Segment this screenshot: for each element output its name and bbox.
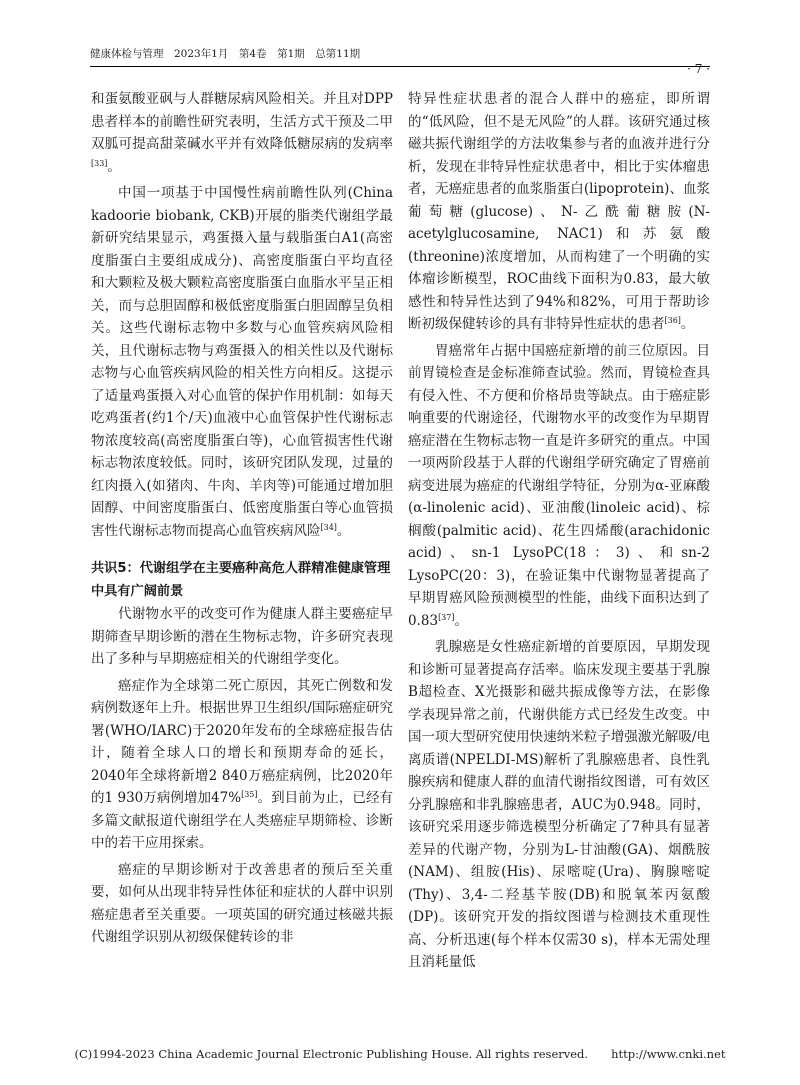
citation[interactable]: [34] (320, 522, 337, 532)
left-column (91, 88, 393, 949)
paragraph: 胃癌常年占据中国癌症新增的前三位原因。目前胃镜检查是金标准筛查试验。然而，胃镜检查具有侵入性、不方便和价格昂贵等缺点。由于癌症影响重要的代谢途径，代谢物水平的改变作为早期胃癌症潜在生物标志物一直是许多研究的重点。中国一项两阶段基于人群的代谢组学研究确定了胃癌前病变进展为癌症的代谢组学特征，分别为α-亚麻酸(α-linolenic acid)、亚油酸(linoleic acid)、棕榈酸(palmitic acid)、花生四烯酸(arachidonic acid)、sn-1 LysoPC(18：3)、和sn-2 LysoPC(20：3)，在验证集中代谢物显著提高了早期胃癌风险预测模型的性能，曲线下面积达到了0.83[37]。 (408, 342, 710, 629)
paragraph: 特异性症状患者的混合人群中的癌症，即所谓的“低风险，但不是无风险”的人群。该研究通过核磁共振代谢组学的方法收集参与者的血液并进行分析，发现在非特异性症状患者中，相比于实体瘤患者，无癌症患者的血浆脂蛋白(lipoprotein)、血浆葡萄糖(glucose)、N-乙酰葡糖胺(N-acetylglucosamine, NAC1)和苏氨酸(threonine)浓度增加，从而构建了一个明确的实体瘤诊断模型，ROC曲线下面积为0.83，最大敏感性和特异性达到了94%和82%，可用于帮助诊断初级保健转诊的具有非特异性症状的患者[36]。 (408, 91, 710, 332)
citation[interactable]: [33] (91, 158, 108, 168)
paragraph: 代谢物水平的改变可作为健康人群主要癌症早期筛查早期诊断的潜在生物标志物，许多研究表现出了多种与早期癌症相关的代谢组学变化。 (91, 606, 393, 667)
running-header (90, 44, 710, 76)
right-column (408, 88, 710, 974)
section-heading: 共识5：代谢组学在主要癌种高危人群精准健康管理中具有广阔前景 (91, 561, 391, 599)
copyright-footer: (C)1994-2023 China Academic Journal Electronic Publishing House. All rights reserved. http://www.cnki.net (74, 1047, 726, 1061)
paragraph: 中国一项基于中国慢性病前瞻性队列(China kadoorie biobank, CKB)开展的脂类代谢组学最新研究结果显示，鸡蛋摄入量与载脂蛋白A1(高密度脂蛋白主要组成成分)、高密度脂蛋白平均直径和大颗粒及极大颗粒高密度脂蛋白血脂水平呈正相关，而与总胆固醇和极低密度脂蛋白胆固醇呈负相关。这些代谢标志物中多数与心血管疾病风险相关，且代谢标志物与鸡蛋摄入的相关性以及代谢标志物与心血管疾病风险的相关性方向相反。这提示了适量鸡蛋摄入对心血管的保护作用机制：如每天吃鸡蛋者(约1个/天)血液中心血管保护性代谢标志物浓度较高(高密度脂蛋白等)，心血管损害性代谢标志物浓度较低。同时，该研究团队发现，过量的红肉摄入(如猪肉、牛肉、羊肉等)可能通过增加胆固醇、中间密度脂蛋白、低密度脂蛋白等心血管损害性代谢标志物而提高心血管疾病风险[34]。 (91, 185, 393, 539)
paragraph: 乳腺癌是女性癌症新增的首要原因，早期发现和诊断可显著提高存活率。临床发现主要基于乳腺B超检查、X光摄影和磁共振成像等方法，在影像学表现异常之前，代谢供能方式已经发生改变。中国一项大型研究使用快速纳米粒子增强激光解吸/电离质谱(NPELDI-MS)解析了乳腺癌患者、良性乳腺疾病和健康人群的血清代谢指纹图谱，可有效区分乳腺癌和非乳腺癌患者，AUC为0.948。同时，该研究采用逐步筛选模型分析确定了7种具有显著差异的代谢产物，分别为L-甘油酸(GA)、烟酰胺(NAM)、组胺(His)、尿嘧啶(Ura)、胸腺嘧啶(Thy)、3,4-二羟基苄胺(DB)和脱氧苯丙氨酸(DP)。该研究开发的指纹图谱与检测技术重现性高、分析迅速(每个样本仅需30 s)，样本无需处理且消耗量低 (408, 639, 710, 970)
page-number: · 7 · (687, 62, 710, 76)
paragraph: 癌症的早期诊断对于改善患者的预后至关重要，如何从出现非特异性体征和症状的人群中识别癌症患者至关重要。一项英国的研究通过核磁共振代谢组学识别从初级保健转诊的非 (91, 861, 393, 945)
paragraph: 和蛋氨酸亚砜与人群糖尿病风险相关。并且对DPP患者样本的前瞻性研究表明，生活方式干预及二甲双胍可提高甜菜碱水平并有效降低糖尿病的发病率[33]。 (91, 91, 393, 175)
paragraph: 癌症作为全球第二死亡原因，其死亡例数和发病例数逐年上升。根据世界卫生组织/国际癌症研究署(WHO/IARC)于2020年发布的全球癌症报告估计，随着全球人口的增长和预期寿命的延长，2040年全球将新增2 840万癌症病例，比2020年的1 930万病例增加47%[35]。到目前为止，已经有多篇文献报道代谢组学在人类癌症早期筛检、诊断中的若干应用探索。 (91, 677, 394, 851)
citation[interactable]: [36] (664, 316, 681, 325)
citation[interactable]: [37] (438, 612, 455, 622)
citation[interactable]: [35] (241, 790, 258, 799)
journal-info: 健康体检与管理 2023年1月 第4卷 第1期 总第11期 (90, 48, 361, 60)
